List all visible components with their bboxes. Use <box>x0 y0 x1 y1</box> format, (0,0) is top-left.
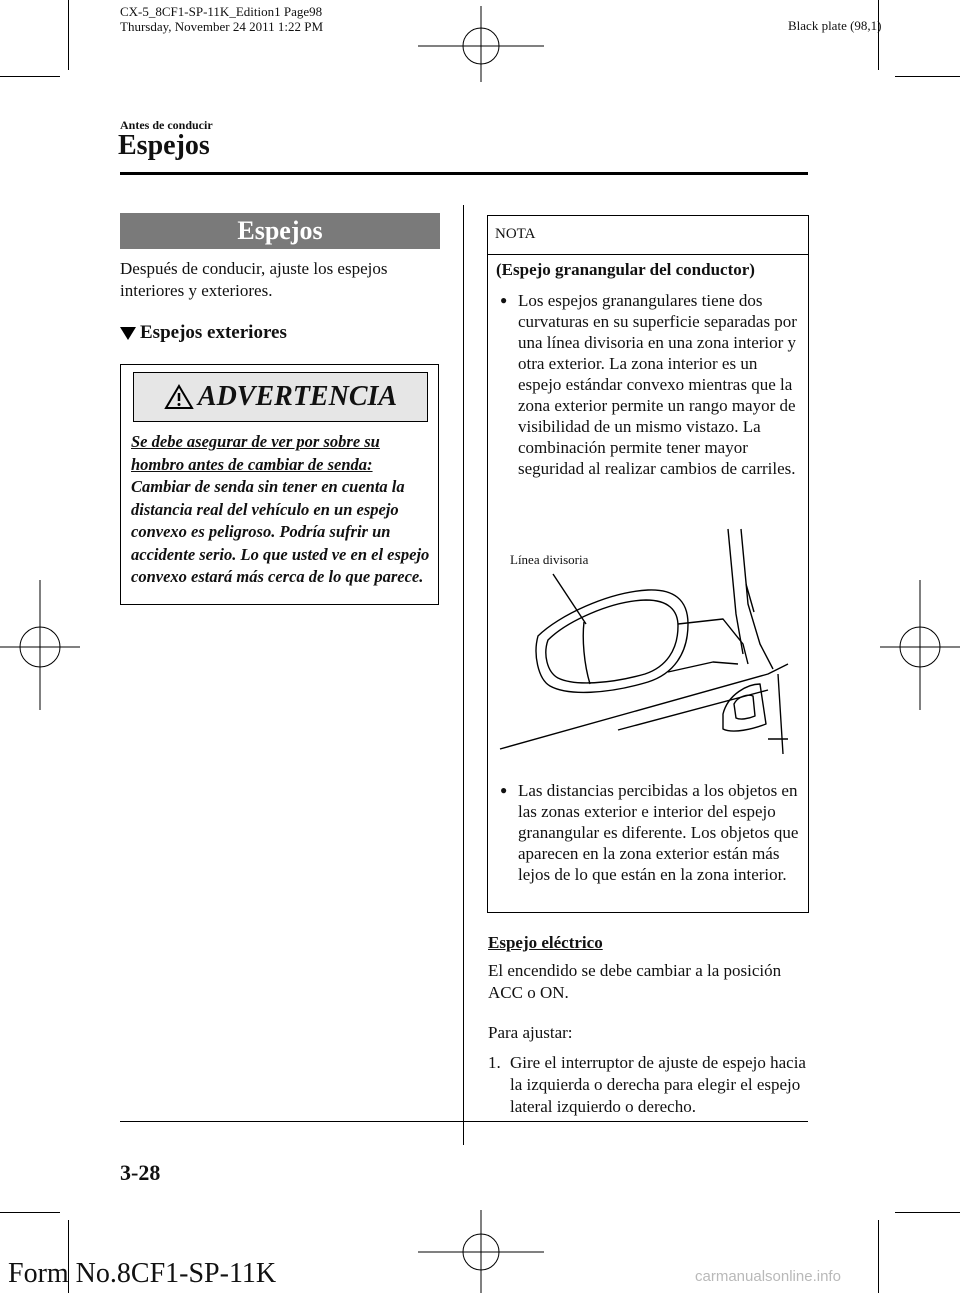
step-1-number: 1. <box>488 1053 501 1072</box>
bottom-rule <box>120 1121 808 1122</box>
crop-mark <box>878 1220 879 1293</box>
warning-triangle-icon <box>164 384 194 410</box>
slug-line-1: CX-5_8CF1-SP-11K_Edition1 Page98 <box>120 4 323 19</box>
form-number: Form No.8CF1-SP-11K <box>8 1258 277 1289</box>
warning-text: Cambiar de senda sin tener en cuenta la distancia real del vehículo en un espejo convexo es peligroso. Podría sufrir un accidente serio. Lo que usted ve en el espejo convexo estará más cerca de lo que parece. <box>131 477 430 586</box>
note-box <box>487 215 809 913</box>
registration-mark-bottom <box>418 1210 544 1293</box>
bullet-icon: ● <box>500 293 508 307</box>
warning-header <box>133 372 428 422</box>
note-header <box>488 216 808 255</box>
note-label: NOTA <box>495 226 536 242</box>
triangle-bullet-icon <box>120 327 136 340</box>
warning-box <box>120 364 439 605</box>
section-title-bar: Espejos <box>120 213 440 249</box>
registration-mark-top <box>418 6 544 82</box>
warning-body <box>131 431 431 589</box>
crop-mark <box>895 76 960 77</box>
crop-mark <box>895 1212 960 1213</box>
figure-label: Línea divisoria <box>510 552 589 567</box>
electric-mirror-heading: Espejo eléctrico <box>488 933 603 952</box>
note-bullet-2 <box>500 780 800 885</box>
electric-mirror-text: El encendido se debe cambiar a la posición ACC o ON. <box>488 961 782 1002</box>
note-bullet-1 <box>500 290 800 479</box>
step-1-text: Gire el interruptor de ajuste de espejo hacia la izquierda o derecha para elegir el espejo lateral izquierdo o derecho. <box>510 1053 806 1116</box>
step-1 <box>488 1052 808 1118</box>
note-bullet-1-text: Los espejos granangulares tiene dos curvaturas en su superficie separadas por una línea divisoria en una zona interior y otra exterior. La zona interior es un espejo estándar convexo mientras que la zona exterior permite un rango mayor de visibilidad de un mismo vistazo. La combinación permite tener mayor seguridad al realizar cambios de carriles. <box>518 291 797 478</box>
crop-mark <box>878 0 879 70</box>
note-bullet-2-text: Las distancias percibidas a los objetos en las zonas exterior e interior del espejo granangular es diferente. Los objetos que aparecen en la zona exterior están más lejos de lo que están en la zona interior. <box>518 781 799 884</box>
subheading-exterior-mirrors <box>120 322 287 344</box>
watermark: carmanualsonline.info <box>695 1268 841 1285</box>
print-slug <box>120 4 323 34</box>
page-number: 3-28 <box>120 1160 161 1185</box>
crop-mark <box>68 0 69 70</box>
section-label: Antes de conducir <box>120 118 213 132</box>
heading-rule <box>120 172 808 175</box>
warning-title: ADVERTENCIA <box>197 381 398 412</box>
warning-underlined-text: Se debe asegurar de ver por sobre su hombro antes de cambiar de senda: <box>131 432 380 474</box>
intro-paragraph: Después de conducir, ajuste los espejos interiores y exteriores. <box>120 259 388 300</box>
slug-line-2: Thursday, November 24 2011 1:22 PM <box>120 19 324 34</box>
registration-mark-left <box>0 580 80 710</box>
mirror-illustration <box>498 524 798 774</box>
note-subheading: (Espejo granangular del conductor) <box>496 260 755 279</box>
column-divider <box>463 205 464 1145</box>
subheading-text: Espejos exteriores <box>140 322 287 343</box>
crop-mark <box>0 76 60 77</box>
bullet-icon: ● <box>500 783 508 797</box>
page-heading: Espejos <box>118 130 210 161</box>
plate-label: Black plate (98,1) <box>788 18 882 33</box>
registration-mark-right <box>880 580 960 710</box>
adjust-label: Para ajustar: <box>488 1023 573 1042</box>
crop-mark <box>0 1212 60 1213</box>
